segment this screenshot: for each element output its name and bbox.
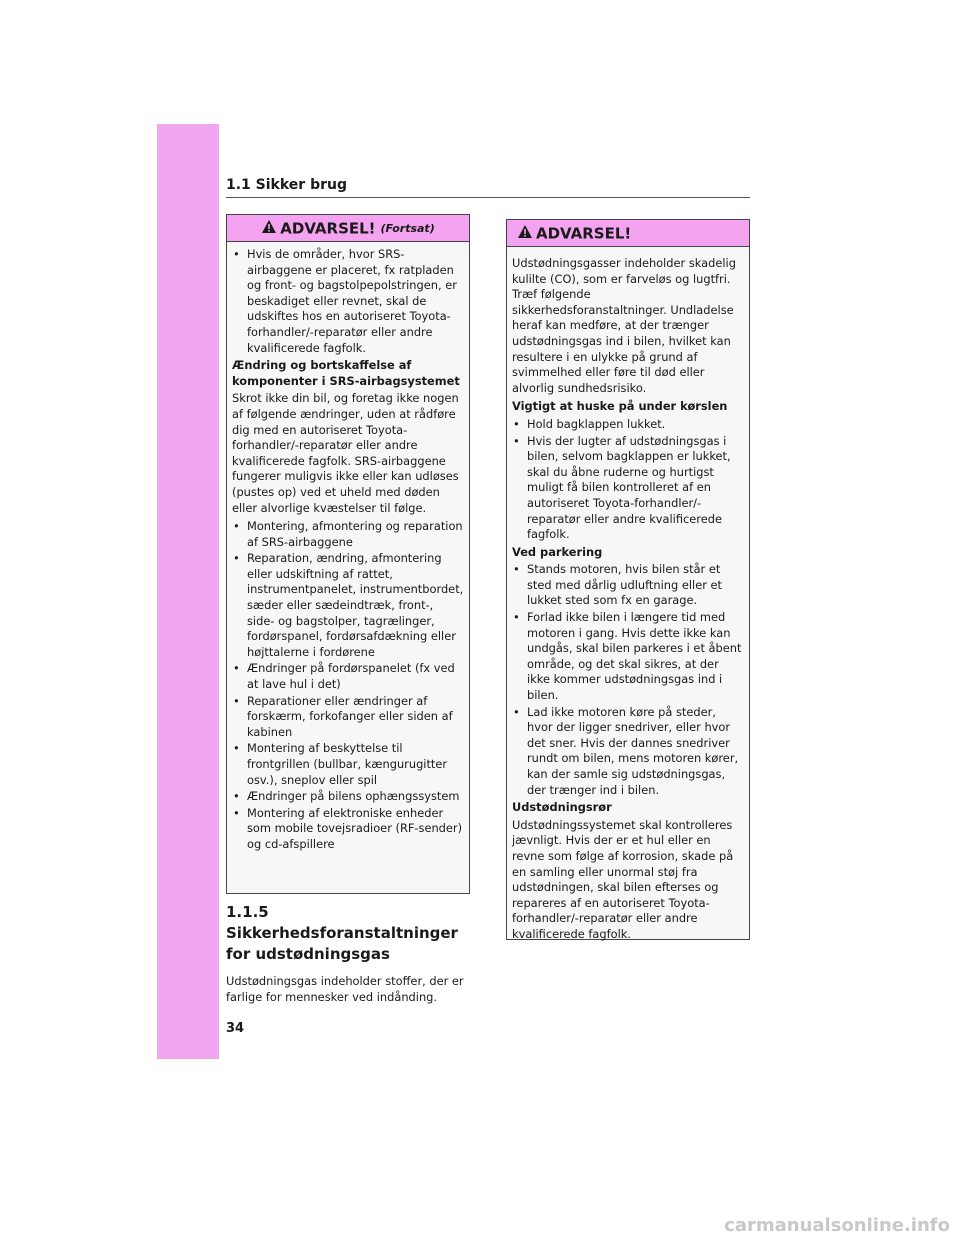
warning-box-continued [226,214,470,894]
paragraph: Skrot ikke din bil, og foretag ikke nogen af følgende ændringer, uden at rådføre dig med en autoriseret Toyota-forhandler/-reparatør eller andre kvalificerede fagfolk. SRS-airbaggene fungerer muligvis ikke eller kan udløses (pustes op) ved et uheld med døden eller alvorlige kvæstelser til følge. [232,391,459,515]
list-item: • Hold bagklappen lukket. [513,416,666,431]
warning-title: ADVARSEL! [536,224,632,243]
list-item: • Stands motoren, hvis bilen står et sted med dårlig udluftning eller et lukket sted som fx en garage. [513,562,722,608]
watermark: carmanualsonline.info [724,1215,950,1236]
section-heading: 1.1.5 Sikkerhedsforanstaltninger for udstødningsgas [226,903,458,963]
list-item: • Montering af elektroniske enheder som mobile tovejsradioer (RF-sender) og cd-afspillere [233,805,463,851]
subheading: Vigtigt at huske på under kørslen [512,399,728,414]
paragraph: Udstødningssystemet skal kontrolleres jævnligt. Hvis der er et hul eller en revne som følge af korrosion, skade på en samling eller unormal støj fra udstødningen, skal bilen efterses og repareres af en autoriseret Toyota-forhandler/-reparatør eller andre kvalificerede fagfolk. [512,817,734,941]
bullet-list [512,417,744,543]
page-edge-band [157,124,219,1059]
warning-body [507,247,749,950]
warning-body [227,242,469,859]
bullet-list [232,247,464,356]
bullet-list [512,562,744,798]
subheading: Ved parkering [512,544,603,559]
paragraph: Udstødningsgasser indeholder skadelig kulilte (CO), som er farveløs og lugtfri. Træf følgende sikkerhedsforanstaltninger. Undladelse heraf kan medføre, at der trænger udstødningsgas ind i bilen, hvilket kan resultere i en ulykke på grund af svimmelhed eller føre til død eller alvorlig sundhedsrisiko. [512,256,736,395]
warning-box-header [507,220,749,247]
list-item: • Montering, afmontering og reparation af SRS-airbaggene [233,519,463,549]
subheading: Udstødningsrør [512,800,612,815]
paragraph: Udstødningsgas indeholder stoffer, der er farlige for mennesker ved indånding. [226,974,464,1004]
list-item: • Montering af beskyttelse til frontgrillen (bullbar, kængurugitter osv.), sneplov eller spil [233,741,448,787]
section-header: 1.1 Sikker brug [226,177,750,198]
warning-box [506,219,750,940]
list-item: • Reparation, ændring, afmontering eller udskiftning af rattet, instrumentpanelet, instrumentbordet, sæder eller sædeindtræk, front-, side- og bagstolper, tagrælinger, fordørspanel, fordørsafdækning eller højttalerne i fordørene [233,551,464,659]
bullet-list [232,519,464,852]
warning-subtitle: (Fortsat) [380,222,435,235]
page-number: 34 [226,1021,245,1036]
warning-box-header [227,215,469,242]
list-item: • Lad ikke motoren køre på steder, hvor der ligger snedriver, eller hvor det sner. Hvis der dannes snedriver rundt om bilen, mens motoren kører, kan der samle sig udstødningsgas, der trænger ind i bilen. [513,704,739,797]
list-item: • Ændringer på fordørspanelet (fx ved at lave hul i det) [233,661,455,692]
list-item: • Ændringer på bilens ophængssystem [233,789,460,804]
list-item: • Reparationer eller ændringer af forskærm, forkofanger eller siden af kabinen [233,693,453,739]
list-item: • Hvis der lugter af udstødningsgas i bilen, selvom bagklappen er lukket, skal du åbne ruderne og hurtigst muligt få bilen kontrolleret af en autoriseret Toyota-forhandler/-reparatør eller andre kvalificerede fagfolk. [513,433,731,542]
warning-triangle-icon [261,219,277,238]
warning-title: ADVARSEL! [280,219,376,238]
list-item: • Hvis de områder, hvor SRS-airbaggene er placeret, fx ratpladen og front- og bagstolpepolstringen, er beskadiget eller revnet, skal de udskiftes hos en autoriseret Toyota-forhandler/-reparatør eller andre kvalificerede fagfolk. [233,247,457,355]
subheading: Ændring og bortskaffelse af komponenter i SRS-airbagsystemet [232,358,460,388]
warning-triangle-icon [517,224,533,243]
list-item: • Forlad ikke bilen i længere tid med motoren i gang. Hvis dette ikke kan undgås, skal bilen parkeres i et åbent område, og det skal sikres, at der ikke kommer udstødningsgas ind i bilen. [513,610,742,703]
section-content [226,902,472,1005]
